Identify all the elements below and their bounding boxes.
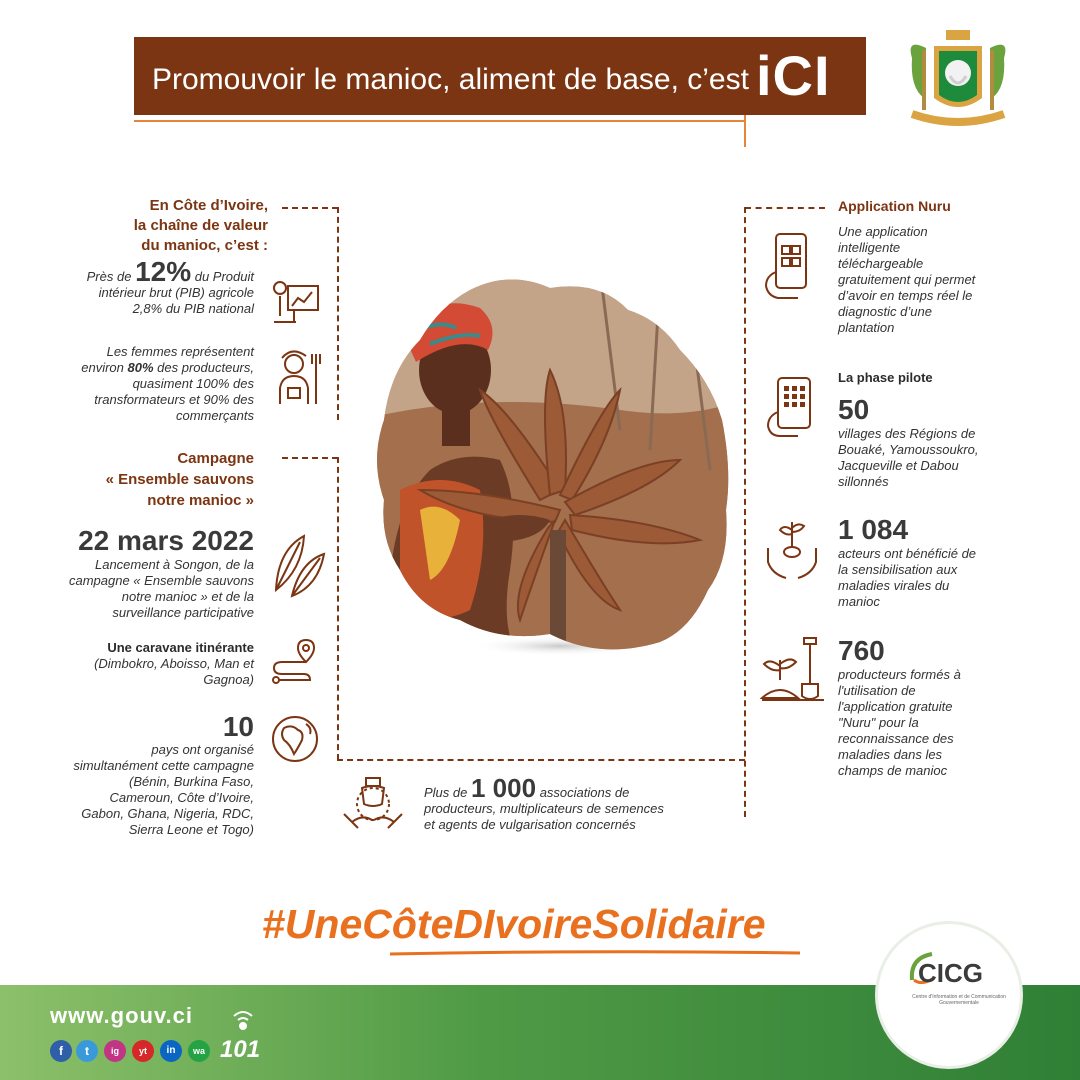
left-heading-line1: En Côte d’Ivoire, <box>149 197 268 214</box>
twitter-icon[interactable]: t <box>76 1040 98 1062</box>
header-title: Promouvoir le manioc, aliment de base, c’est <box>152 63 749 96</box>
campaign-heading <box>80 448 254 511</box>
associations-suffix: associations de <box>539 785 630 800</box>
women-line3: quasiment 100% des <box>132 376 254 391</box>
countries-line2: simultanément cette campagne <box>73 758 254 773</box>
actors-line2: la sensibilisation aux <box>838 562 958 577</box>
whatsapp-icon[interactable]: wa <box>188 1040 210 1062</box>
phone-app-icon <box>762 232 812 300</box>
women-stat <box>40 344 254 424</box>
countries-line4: Cameroun, Côte d’Ivoire, <box>109 790 254 805</box>
left-connector-vertical-top <box>337 207 339 420</box>
countries-line3: (Bénin, Burkina Faso, <box>128 774 254 789</box>
nuru-line1: Une application <box>838 224 928 239</box>
hands-seedling-icon <box>764 518 820 582</box>
actors-text <box>838 546 1038 610</box>
coat-of-arms-logo <box>896 28 1020 132</box>
producers-line7: champs de manioc <box>838 763 948 778</box>
pib-stat <box>40 256 254 317</box>
villages-text <box>838 426 1038 490</box>
countries-number: 10 <box>222 711 254 742</box>
cicg-logo-subtitle: Centre d'Information et de Communication Gouvernementale <box>912 994 1006 1006</box>
villages-line1: villages des Régions de <box>838 426 976 441</box>
women-line5: commerçants <box>175 408 254 423</box>
hashtag-text: #UneCôteDIvoireSolidaire <box>262 901 766 947</box>
associations-number: 1 000 <box>471 773 537 803</box>
campaign-line2: « Ensemble sauvons <box>105 471 254 488</box>
producers-line6: maladies dans les <box>838 747 943 762</box>
phone-signal-icon <box>228 1010 258 1034</box>
facebook-icon[interactable]: f <box>50 1040 72 1062</box>
nuru-line5: d’avoir en temps réel le <box>838 288 973 303</box>
cassava-leaf-icon <box>270 530 328 600</box>
actors-line4: manioc <box>838 594 880 609</box>
cassava-farmer-photo <box>360 270 740 660</box>
plant-shovel-icon <box>760 636 826 704</box>
women-line2-c: des producteurs, <box>157 360 254 375</box>
caravan-line2: Gagnoa) <box>203 672 254 687</box>
left-heading-line2: la chaîne de valeur <box>133 217 268 234</box>
header-tail <box>744 115 746 147</box>
hashtag-underline <box>390 950 800 956</box>
women-line4: transformateurs et 90% des <box>94 392 254 407</box>
phone-number[interactable]: 101 <box>220 1036 261 1063</box>
cicg-logo-text: CICG <box>918 958 983 988</box>
producers-line1: producteurs formés à <box>838 667 961 682</box>
villages-number: 50 <box>838 394 870 425</box>
producers-line3: l'application gratuite <box>838 699 953 714</box>
hands-stacked-icon <box>342 774 404 834</box>
caravan-line1: (Dimbokro, Aboisso, Man et <box>94 656 254 671</box>
left-connector-vertical-bottom <box>337 457 339 760</box>
women-line2-a: environ <box>81 360 124 375</box>
growth-chart-icon <box>266 276 322 328</box>
actors-line1: acteurs ont bénéficié de <box>838 546 977 561</box>
caravan-block <box>40 640 254 688</box>
left-heading-line3: du manioc, c’est : <box>141 237 268 254</box>
countries-line6: Sierra Leone et Togo) <box>128 822 254 837</box>
header-underline <box>134 120 744 122</box>
women-line1: Les femmes représentent <box>106 344 254 359</box>
farmer-woman-icon <box>272 344 324 408</box>
left-connector-top <box>282 207 338 209</box>
pib-suffix: du Produit <box>194 269 254 284</box>
producers-line2: l'utilisation de <box>838 683 916 698</box>
producers-line4: "Nuru" pour la <box>838 715 919 730</box>
women-percent: 80% <box>127 360 154 375</box>
linkedin-icon[interactable]: in <box>160 1040 182 1062</box>
producers-text <box>838 667 1038 779</box>
countries-text <box>20 742 254 838</box>
instagram-icon[interactable]: ig <box>104 1040 126 1062</box>
countries-line5: Gabon, Ghana, Nigeria, RDC, <box>81 806 254 821</box>
pilot-title: La phase pilote <box>838 370 933 385</box>
producers-number: 760 <box>838 635 885 666</box>
nuru-text <box>838 224 1038 336</box>
right-connector-top <box>745 207 825 209</box>
youtube-icon[interactable]: yt <box>132 1040 154 1062</box>
nuru-line2: intelligente <box>838 240 901 255</box>
campaign-line3: notre manioc » <box>147 492 254 509</box>
actors-number: 1 084 <box>838 514 909 545</box>
caravan-title: Une caravane itinérante <box>107 640 254 655</box>
left-connector-middle <box>282 457 338 459</box>
pib-prefix: Près de <box>86 269 132 284</box>
associations-line3: et agents de vulgarisation concernés <box>424 817 636 832</box>
nuru-line7: plantation <box>838 320 895 335</box>
launch-line3: notre manioc » et de la <box>121 589 254 604</box>
right-connector-vertical <box>744 207 746 817</box>
left-heading <box>70 196 268 256</box>
launch-line4: surveillance participative <box>112 605 254 620</box>
launch-line2: campagne « Ensemble sauvons <box>68 573 254 588</box>
associations-line2: producteurs, multiplicateurs de semences <box>424 801 664 816</box>
villages-line2: Bouaké, Yamoussoukro, <box>838 442 979 457</box>
launch-line1: Lancement à Songon, de la <box>94 557 254 572</box>
campaign-line1: Campagne <box>177 450 254 467</box>
actors-line3: maladies virales du <box>838 578 950 593</box>
villages-line3: Jacqueville et Dabou <box>838 458 959 473</box>
campaign-date: 22 mars 2022 <box>78 525 254 556</box>
route-icon <box>268 636 316 686</box>
countries-line1: pays ont organisé <box>151 742 254 757</box>
pib-line2: intérieur brut (PIB) agricole <box>98 285 254 300</box>
villages-line4: sillonnés <box>838 474 889 489</box>
nuru-line3: téléchargeable <box>838 256 924 271</box>
pib-value: 12% <box>135 256 192 287</box>
launch-text <box>40 557 254 621</box>
producers-line5: reconnaissance des <box>838 731 954 746</box>
nuru-line6: diagnostic d’une <box>838 304 932 319</box>
nuru-title: Application Nuru <box>838 198 951 214</box>
pib-line3: 2,8% du PIB national <box>132 301 254 316</box>
nuru-line4: gratuitement qui permet <box>838 272 976 287</box>
header-title-strong: iCI <box>756 44 831 107</box>
phone-grid-icon <box>764 376 816 438</box>
bottom-connector <box>337 759 745 761</box>
website-link[interactable]: www.gouv.ci <box>50 1003 194 1028</box>
globe-africa-icon <box>270 714 320 764</box>
associations-text <box>424 773 724 833</box>
associations-prefix: Plus de <box>424 785 468 800</box>
